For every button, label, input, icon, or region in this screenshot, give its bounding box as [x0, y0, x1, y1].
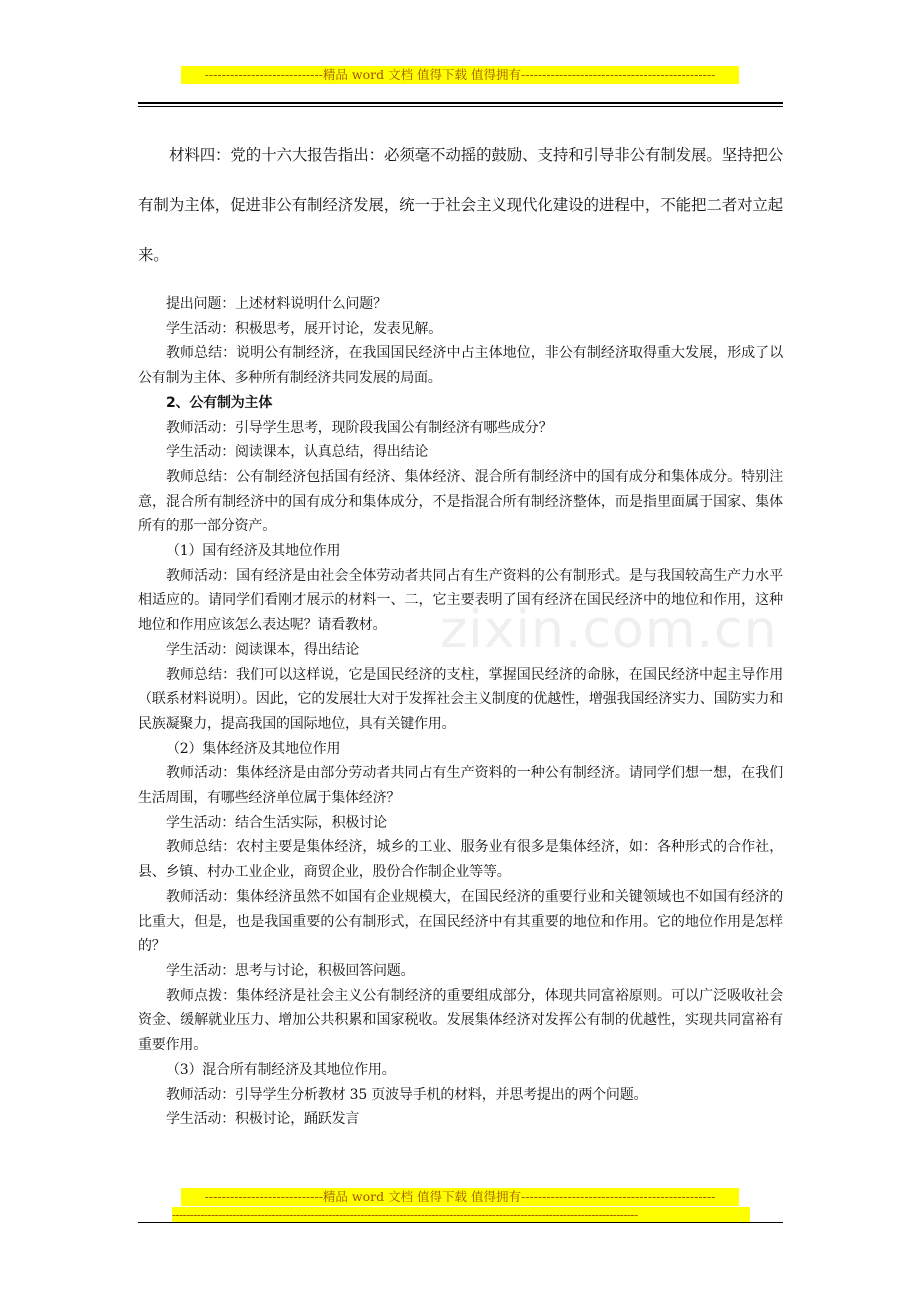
- subsection-heading: （2）集体经济及其地位作用: [166, 740, 341, 757]
- paragraph: 教师总结：公有制经济包括国有经济、集体经济、混合所有制经济中的国有成分和集体成分。特别注意，混合所有制经济中的国有成分和集体成分，不是指混合所有制经济整体，而是指里面属于国家、集体所有的那一部分资产。: [138, 468, 783, 535]
- paragraph: 教师总结：农村主要是集体经济，城乡的工业、服务业有很多是集体经济，如：各种形式的合作社，县、乡镇、村办工业企业，商贸企业，股份合作制企业等等。: [138, 839, 783, 881]
- paragraph: 教师活动：集体经济是由部分劳动者共同占有生产资料的一种公有制经济。请同学们想一想，在我们生活周围，有哪些经济单位属于集体经济？: [138, 765, 783, 807]
- paragraph: 教师点拨：集体经济是社会主义公有制经济的重要组成部分，体现共同富裕原则。可以广泛吸收社会资金、缓解就业压力、增加公共积累和国家税收。发展集体经济对发挥公有制的优越性，实现共同富裕有重要作用。: [138, 987, 783, 1054]
- paragraph: 教师活动：引导学生思考，现阶段我国公有制经济有哪些成分？: [166, 419, 553, 436]
- lesson-paragraphs: [138, 292, 783, 1132]
- paragraph: 提出问题：上述材料说明什么问题？: [166, 296, 387, 312]
- header-banner: ----------------------------精品 word 文档 值得下载 值得拥有----------------------------------------------: [181, 66, 739, 84]
- paragraph: 教师总结：说明公有制经济，在我国国民经济中占主体地位，非公有制经济取得重大发展，形成了以公有制为主体、多种所有制经济共同发展的局面。: [138, 345, 783, 387]
- watermark: zixin.com.cn: [440, 600, 778, 660]
- paragraph: 教师活动：集体经济虽然不如国有企业规模大，在国民经济的重要行业和关键领域也不如国有经济的比重大，但是，也是我国重要的公有制形式，在国民经济中有其重要的地位和作用。它的地位作用是怎样的？: [138, 888, 783, 955]
- section-heading: 2、公有制为主体: [166, 394, 273, 411]
- header-rule: [138, 102, 783, 104]
- footer-rule: [138, 1222, 783, 1223]
- paragraph: 教师活动：引导学生分析教材 35 页波导手机的材料，并思考提出的两个问题。: [166, 1086, 648, 1103]
- paragraph: 学生活动：积极讨论，踊跃发言: [166, 1111, 360, 1128]
- footer-banner: ----------------------------精品 word 文档 值得下载 值得拥有----------------------------------------------: [181, 1188, 739, 1206]
- paragraph: 学生活动：结合生活实际，积极讨论: [166, 814, 387, 831]
- subsection-heading: （3）混合所有制经济及其地位作用。: [166, 1061, 396, 1078]
- footer-dash-line: -----------------------------------------------------------------------------------------------------------------------------------: [172, 1207, 750, 1223]
- subsection-heading: （1）国有经济及其地位作用: [166, 543, 341, 560]
- paragraph: 学生活动：思考与讨论，积极回答问题。: [166, 962, 415, 979]
- header-rule-thin: [138, 106, 783, 107]
- document-body: [138, 130, 783, 1132]
- paragraph: 学生活动：积极思考，展开讨论，发表见解。: [166, 320, 442, 337]
- material-paragraph: 材料四：党的十六大报告指出：必须毫不动摇的鼓励、支持和引导非公有制发展。坚持把公有制为主体，促进非公有制经济发展，统一于社会主义现代化建设的进程中，不能把二者对立起来。: [138, 146, 783, 264]
- paragraph: 学生活动：阅读课本，认真总结，得出结论: [166, 444, 429, 461]
- paragraph: 教师总结：我们可以这样说，它是国民经济的支柱，掌握国民经济的命脉，在国民经济中起主导作用（联系材料说明）。因此，它的发展壮大对于发挥社会主义制度的优越性，增强我国经济实力、国防实力和民族凝聚力，提高我国的国际地位，具有关键作用。: [138, 666, 783, 732]
- paragraph: 教师活动：国有经济是由社会全体劳动者共同占有生产资料的公有制形式。是与我国较高生产力水平相适应的。请同学们看刚才展示的材料一、二，它主要表明了国有经济在国民经济中的地位和作用，这种地位和作用应该怎么表达呢？请看教材。: [138, 567, 783, 634]
- paragraph: 学生活动：阅读课本，得出结论: [166, 641, 360, 658]
